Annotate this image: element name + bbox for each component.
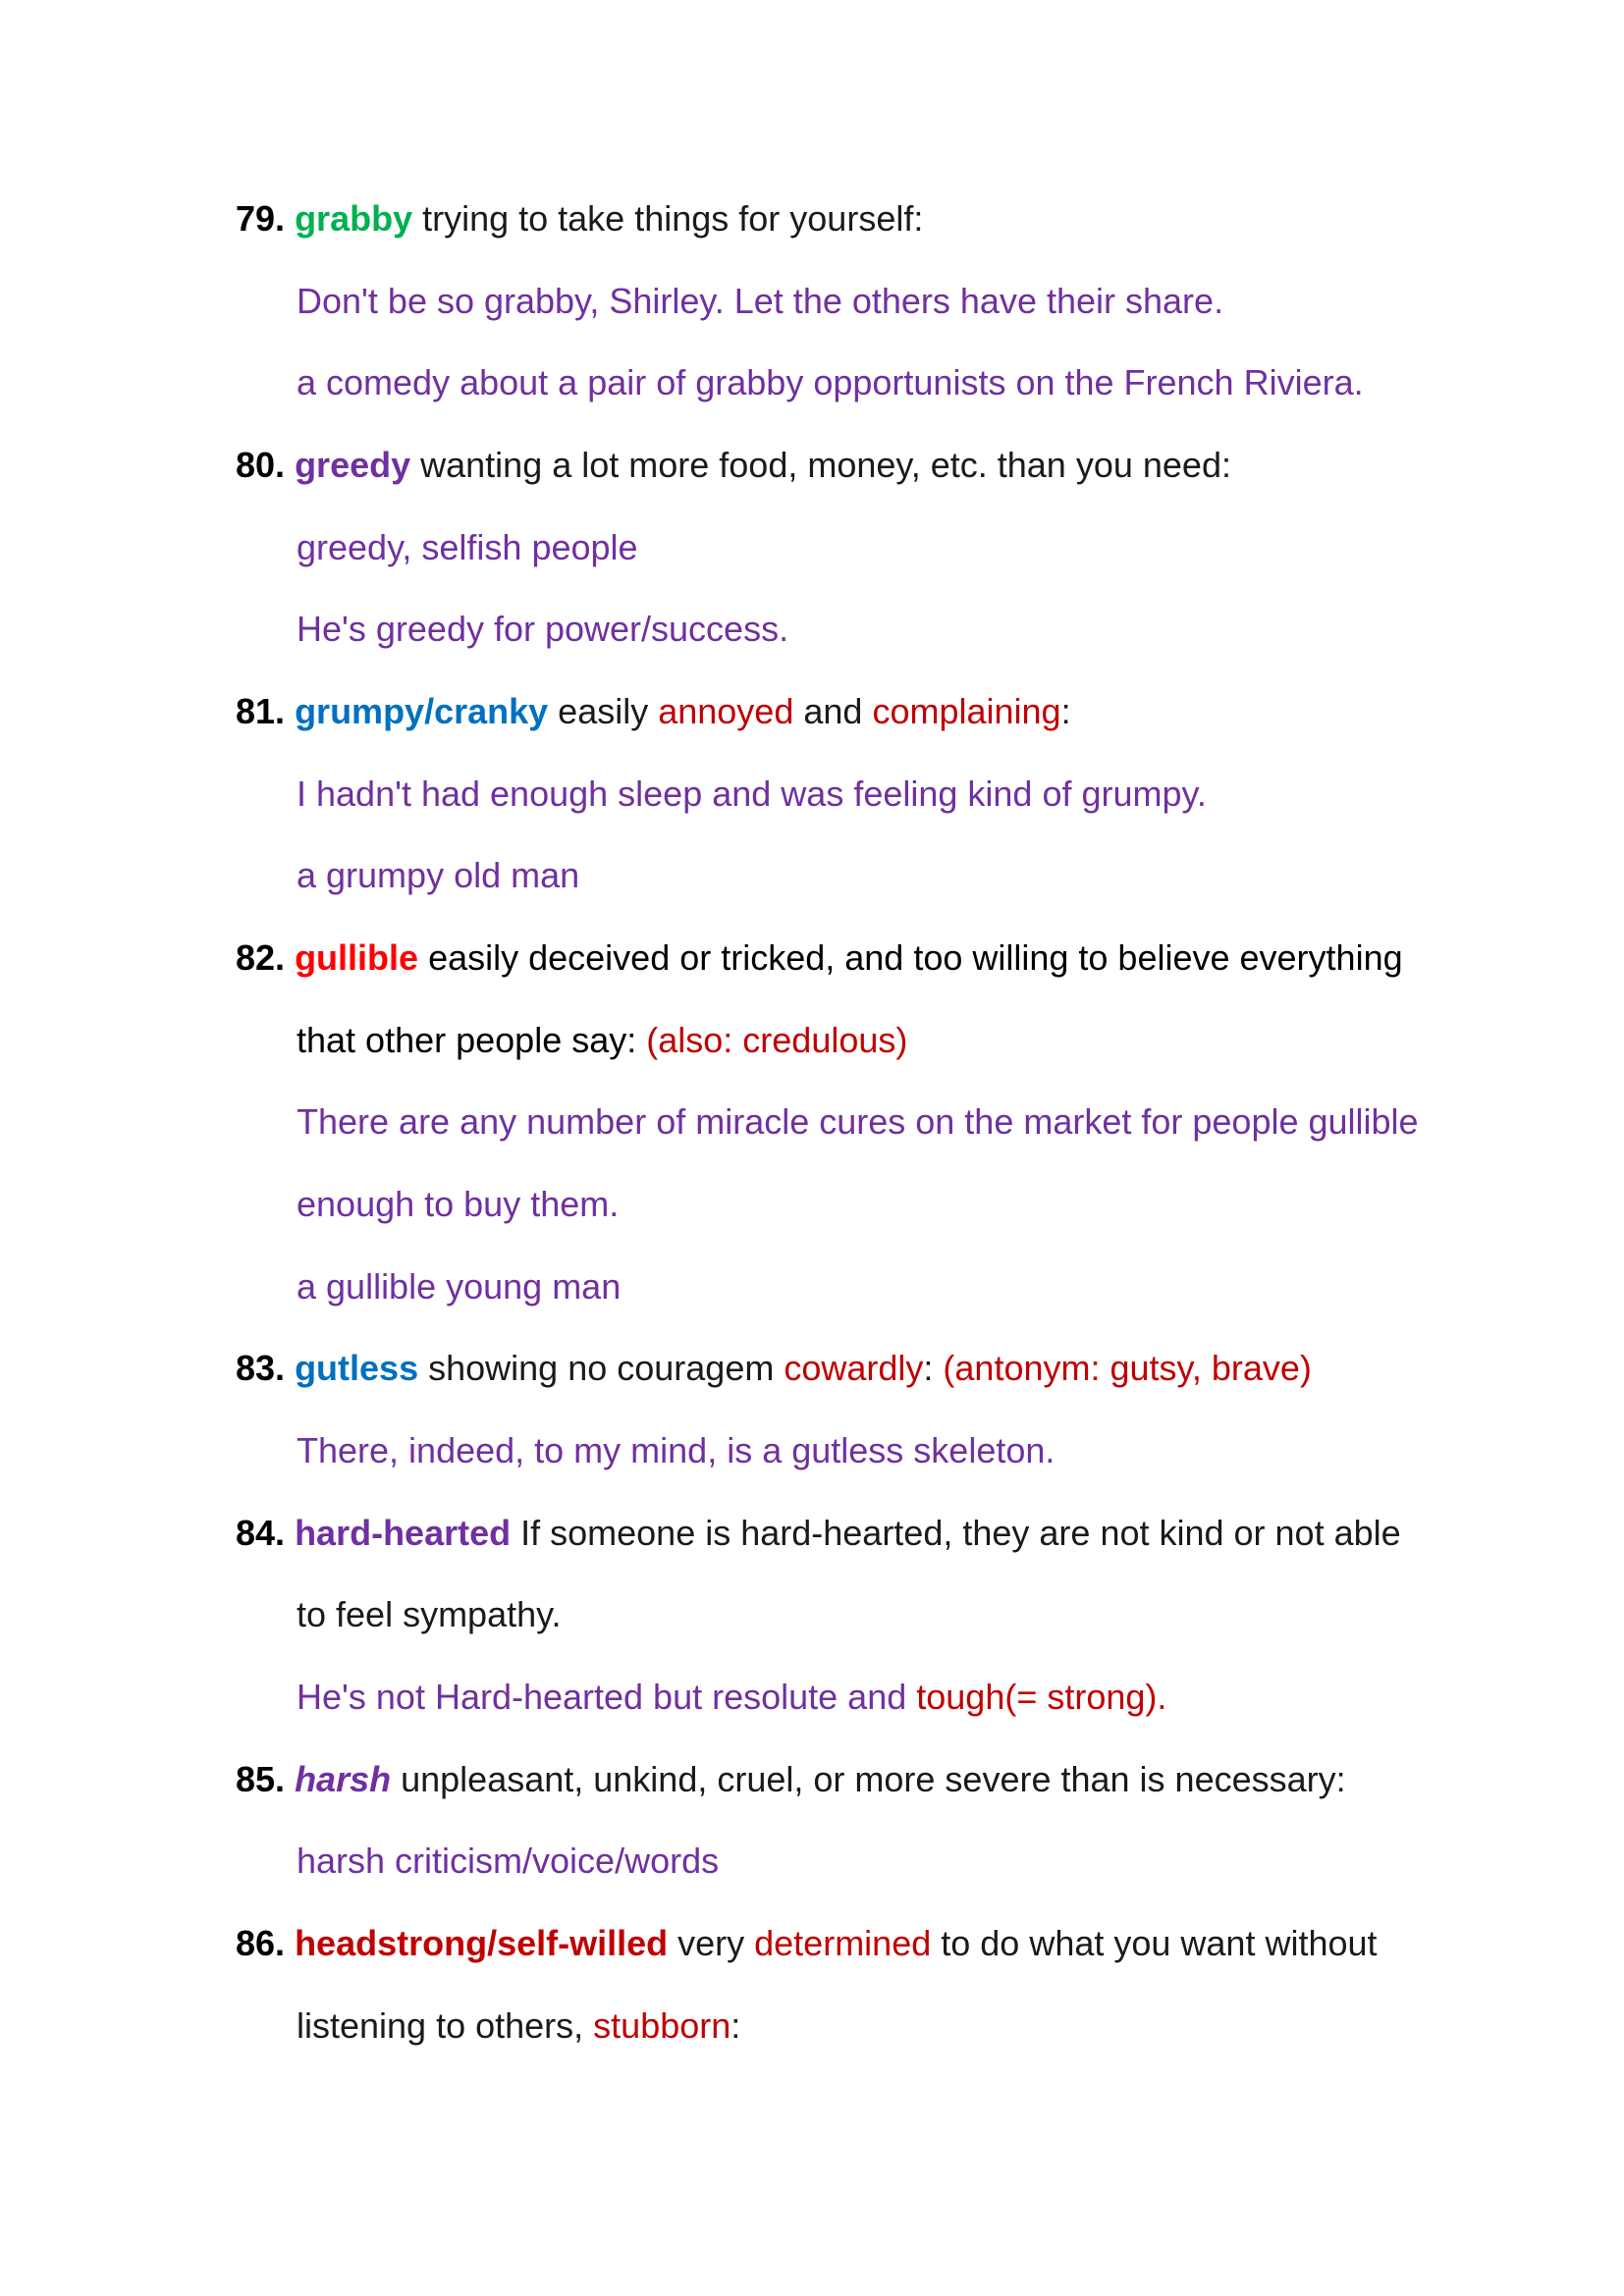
- entry-79-line: [236, 197, 923, 240]
- example-line: There, indeed, to my mind, is a gutless skeleton.: [297, 1430, 1056, 1470]
- highlighted-word: cowardly: [784, 1348, 924, 1388]
- entry-83-line: [236, 1347, 1312, 1390]
- highlighted-word: complaining: [872, 691, 1061, 731]
- example-line: I hadn't had enough sleep and was feeling kind of grumpy.: [297, 774, 1207, 814]
- definition: easily deceived or tricked, and too willing to believe everything: [418, 937, 1403, 978]
- headword: gullible: [295, 937, 419, 978]
- definition-part: and: [793, 691, 873, 731]
- headword: harsh: [295, 1759, 392, 1799]
- entry-82-line: [236, 936, 1403, 980]
- example-line: harsh criticism/voice/words: [297, 1841, 720, 1881]
- definition-part: to do what you want without: [931, 1923, 1378, 1963]
- definition-part: :: [923, 1348, 944, 1388]
- definition-continuation: [297, 2004, 740, 2048]
- highlighted-word: annoyed: [658, 691, 794, 731]
- highlighted-word: stubborn: [593, 2005, 731, 2046]
- headword: hard-hearted: [295, 1513, 512, 1553]
- example-line: He's greedy for power/success.: [297, 609, 789, 649]
- example-line: There are any number of miracle cures on the market for people gullible: [297, 1101, 1419, 1142]
- definition-part: listening to others,: [297, 2005, 594, 2046]
- entry-number: 84.: [236, 1513, 286, 1553]
- entry-84-line: [236, 1512, 1401, 1555]
- definition-continuation: to feel sympathy.: [297, 1594, 562, 1634]
- headword: headstrong/self-willed: [295, 1923, 669, 1963]
- highlighted-word: tough(= strong).: [916, 1677, 1167, 1717]
- example-line: greedy, selfish people: [297, 527, 638, 567]
- entry-85-line: [236, 1758, 1346, 1801]
- entry-number: 86.: [236, 1923, 286, 1963]
- definition-part: showing no couragem: [418, 1348, 785, 1388]
- definition-part: easily: [548, 691, 659, 731]
- entry-number: 85.: [236, 1759, 286, 1799]
- entry-number: 83.: [236, 1348, 286, 1388]
- definition: If someone is hard-hearted, they are not kind or not able: [511, 1513, 1401, 1553]
- example-line: a gullible young man: [297, 1266, 622, 1307]
- headword: gutless: [295, 1348, 419, 1388]
- note: (also: credulous): [646, 1020, 908, 1060]
- entry-number: 82.: [236, 937, 286, 978]
- example-line: a comedy about a pair of grabby opportunists on the French Riviera.: [297, 362, 1364, 402]
- definition: wanting a lot more food, money, etc. than you need:: [410, 445, 1231, 485]
- definition: trying to take things for yourself:: [412, 198, 924, 239]
- entry-number: 80.: [236, 445, 286, 485]
- definition: unpleasant, unkind, cruel, or more severe than is necessary:: [391, 1759, 1346, 1799]
- headword: grumpy/cranky: [295, 691, 549, 731]
- highlighted-word: determined: [754, 1923, 932, 1963]
- note: (antonym: gutsy, brave): [943, 1348, 1312, 1388]
- example-line: [297, 1676, 1166, 1719]
- entry-80-line: [236, 444, 1231, 487]
- example-line: Don't be so grabby, Shirley. Let the others have their share.: [297, 281, 1224, 321]
- definition-part: :: [731, 2005, 741, 2046]
- entry-number: 81.: [236, 691, 286, 731]
- definition-part: :: [1060, 691, 1071, 731]
- headword: greedy: [295, 445, 411, 485]
- definition: that other people say:: [297, 1020, 647, 1060]
- definition-part: very: [668, 1923, 755, 1963]
- example-line: enough to buy them.: [297, 1184, 620, 1224]
- example-line: a grumpy old man: [297, 855, 580, 895]
- example-text: He's not Hard-hearted but resolute and: [297, 1677, 917, 1717]
- headword: grabby: [295, 198, 413, 239]
- definition-continuation: [297, 1019, 907, 1062]
- entry-number: 79.: [236, 198, 286, 239]
- entry-86-line: [236, 1922, 1378, 1965]
- entry-81-line: [236, 690, 1071, 733]
